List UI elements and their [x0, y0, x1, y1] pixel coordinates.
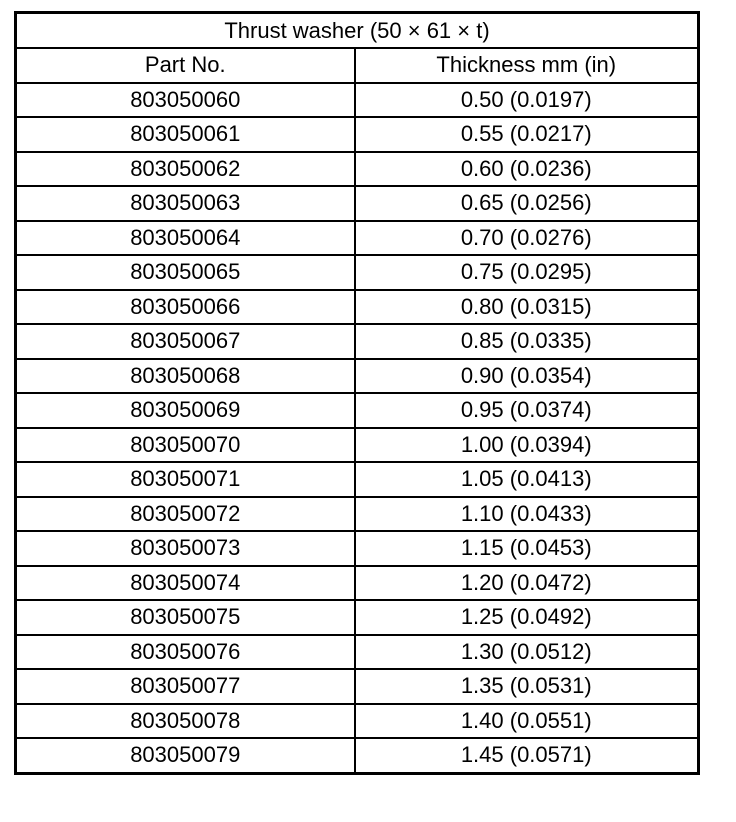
thickness-cell: 1.20 (0.0472) — [355, 566, 699, 601]
table-row — [16, 600, 699, 635]
table-row — [16, 186, 699, 221]
table-row — [16, 462, 699, 497]
thickness-cell: 1.15 (0.0453) — [355, 531, 699, 566]
table-row — [16, 635, 699, 670]
table-row — [16, 669, 699, 704]
thickness-cell: 1.35 (0.0531) — [355, 669, 699, 704]
part-number-cell: 803050068 — [16, 359, 355, 394]
column-header-part-no: Part No. — [16, 48, 355, 83]
table-row — [16, 497, 699, 532]
thickness-cell: 1.45 (0.0571) — [355, 738, 699, 773]
part-number-cell: 803050064 — [16, 221, 355, 256]
table-title: Thrust washer (50 × 61 × t) — [16, 13, 699, 49]
table-header-row — [16, 48, 699, 83]
thickness-cell: 0.80 (0.0315) — [355, 290, 699, 325]
table-body — [16, 83, 699, 774]
part-number-cell: 803050066 — [16, 290, 355, 325]
part-number-cell: 803050077 — [16, 669, 355, 704]
part-number-cell: 803050067 — [16, 324, 355, 359]
part-number-cell: 803050072 — [16, 497, 355, 532]
part-number-cell: 803050071 — [16, 462, 355, 497]
table-row — [16, 324, 699, 359]
table-row — [16, 221, 699, 256]
table-row — [16, 290, 699, 325]
thickness-cell: 0.55 (0.0217) — [355, 117, 699, 152]
table-row — [16, 738, 699, 773]
part-number-cell: 803050075 — [16, 600, 355, 635]
thickness-cell: 0.60 (0.0236) — [355, 152, 699, 187]
table-row — [16, 531, 699, 566]
part-number-cell: 803050065 — [16, 255, 355, 290]
thickness-cell: 0.95 (0.0374) — [355, 393, 699, 428]
thickness-cell: 0.75 (0.0295) — [355, 255, 699, 290]
part-number-cell: 803050069 — [16, 393, 355, 428]
part-number-cell: 803050073 — [16, 531, 355, 566]
thickness-cell: 0.50 (0.0197) — [355, 83, 699, 118]
part-number-cell: 803050079 — [16, 738, 355, 773]
table-row — [16, 83, 699, 118]
part-number-cell: 803050076 — [16, 635, 355, 670]
thickness-cell: 0.85 (0.0335) — [355, 324, 699, 359]
part-number-cell: 803050074 — [16, 566, 355, 601]
table-row — [16, 152, 699, 187]
column-header-thickness: Thickness mm (in) — [355, 48, 699, 83]
table-row — [16, 359, 699, 394]
thickness-cell: 0.70 (0.0276) — [355, 221, 699, 256]
thickness-cell: 1.10 (0.0433) — [355, 497, 699, 532]
thickness-cell: 1.25 (0.0492) — [355, 600, 699, 635]
table-row — [16, 393, 699, 428]
table-row — [16, 566, 699, 601]
table-row — [16, 704, 699, 739]
table-title-row — [16, 13, 699, 49]
part-number-cell: 803050062 — [16, 152, 355, 187]
thickness-cell: 1.05 (0.0413) — [355, 462, 699, 497]
thickness-cell: 1.40 (0.0551) — [355, 704, 699, 739]
table-row — [16, 255, 699, 290]
thrust-washer-table — [14, 11, 700, 775]
thickness-cell: 1.00 (0.0394) — [355, 428, 699, 463]
part-number-cell: 803050078 — [16, 704, 355, 739]
part-number-cell: 803050063 — [16, 186, 355, 221]
table-row — [16, 117, 699, 152]
part-number-cell: 803050061 — [16, 117, 355, 152]
part-number-cell: 803050060 — [16, 83, 355, 118]
thickness-cell: 1.30 (0.0512) — [355, 635, 699, 670]
part-number-cell: 803050070 — [16, 428, 355, 463]
thickness-cell: 0.65 (0.0256) — [355, 186, 699, 221]
table-row — [16, 428, 699, 463]
thickness-cell: 0.90 (0.0354) — [355, 359, 699, 394]
